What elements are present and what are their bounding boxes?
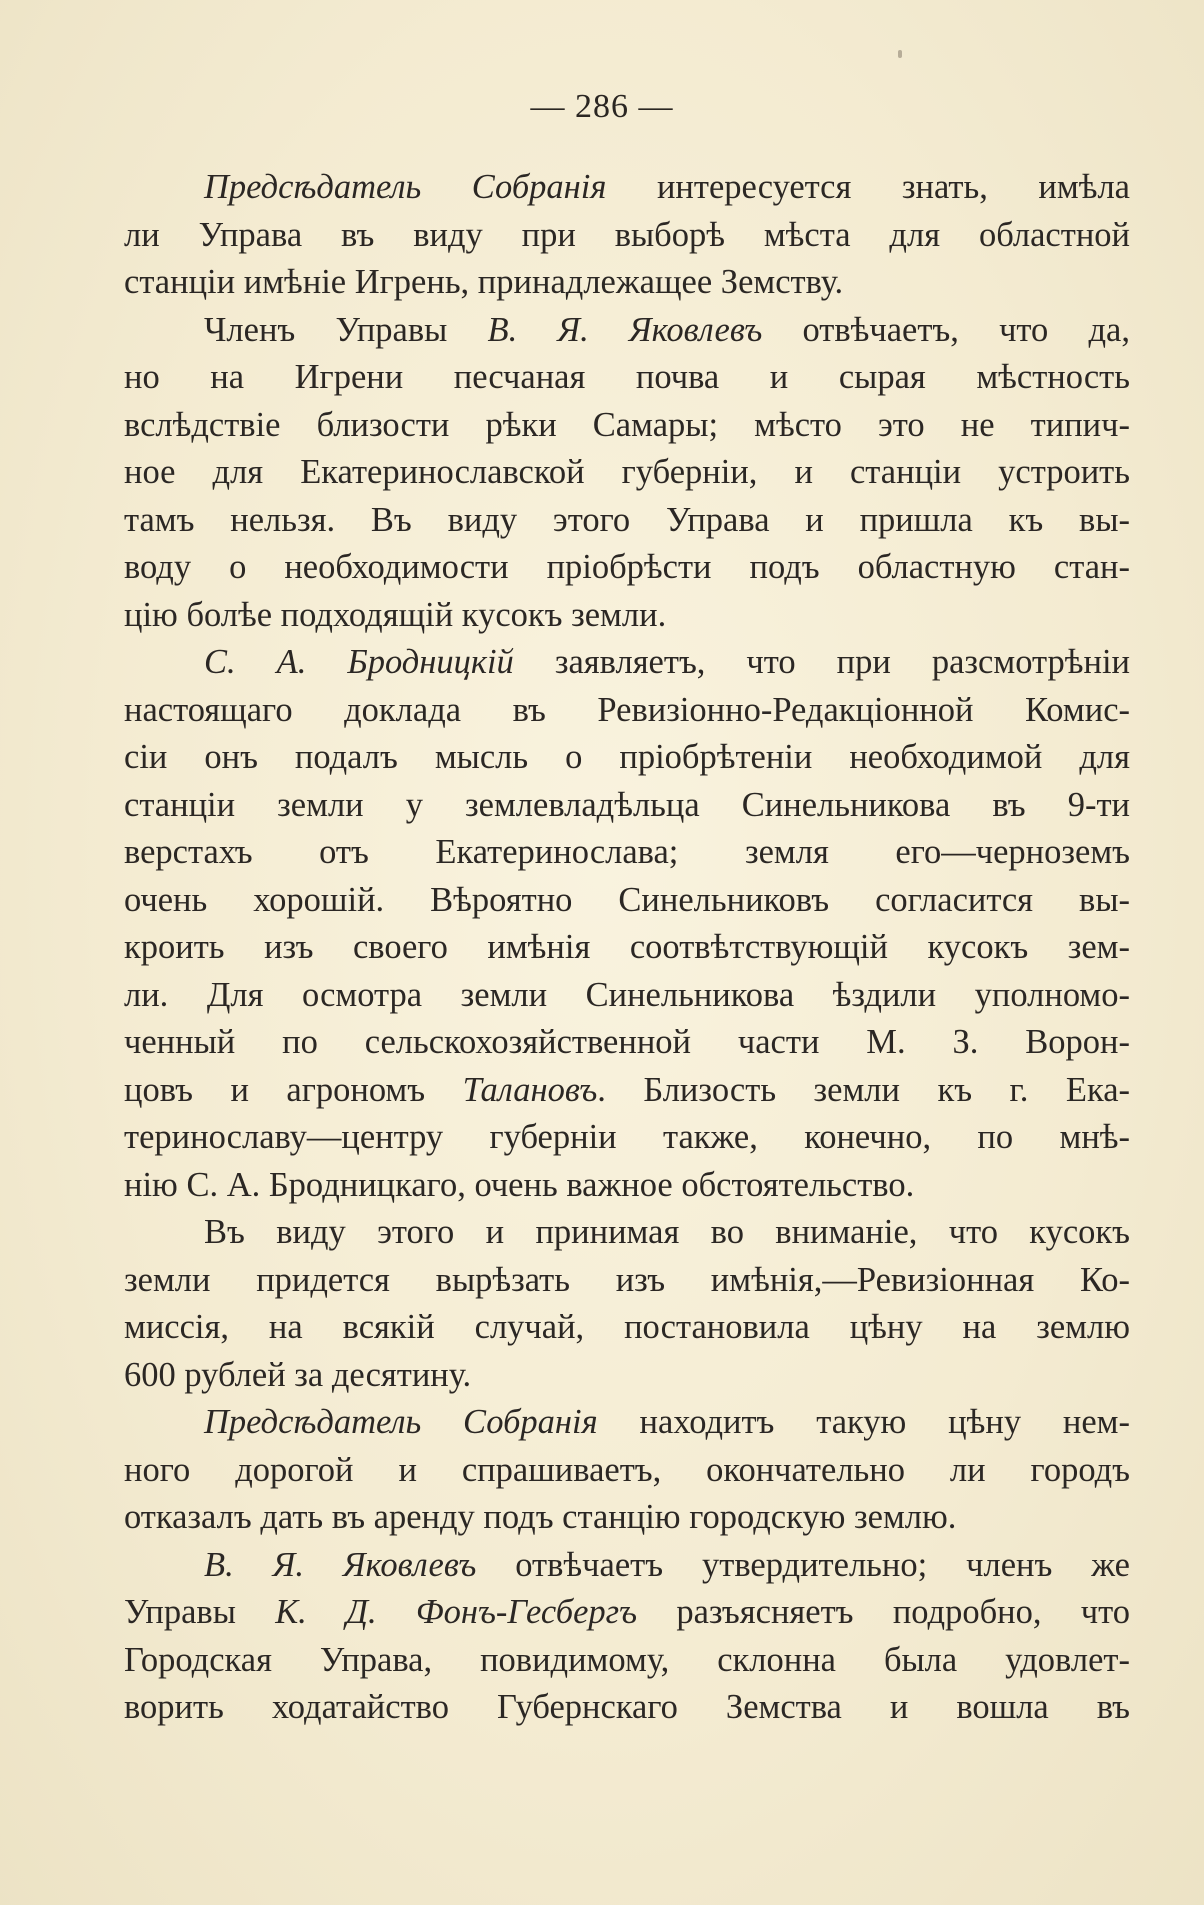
text-line: С. А. Бродницкій заявляетъ, что при разсмотрѣніи xyxy=(204,643,1130,681)
text-line: станціи земли у землевладѣльца Синельникова въ 9-ти xyxy=(124,785,1130,824)
speaker-name: Предсѣдатель Собранія xyxy=(204,168,607,206)
text-line: Предсѣдатель Собранія интересуется знать, имѣла xyxy=(204,168,1130,206)
text-line: цовъ и агрономъ Талановъ. Близость земли къ г. Ека- xyxy=(124,1070,1130,1109)
text-line: кроить изъ своего имѣнія соотвѣтствующій кусокъ зем- xyxy=(124,928,1130,966)
text-line: ли Управа въ виду при выборѣ мѣста для областной xyxy=(124,215,1130,254)
text-line: земли придется вырѣзать изъ имѣнія,—Ревизіонная Ко- xyxy=(124,1260,1130,1299)
text-line: настоящаго доклада въ Ревизіонно-Редакціонной Комис- xyxy=(124,690,1130,729)
page-number: — 286 — xyxy=(530,88,674,125)
text-line: цію болѣе подходящій кусокъ земли. xyxy=(124,595,667,634)
text-line: воду о необходимости пріобрѣсти подъ областную стан- xyxy=(124,548,1130,586)
text-line: Управы К. Д. Фонъ-Гесбергъ разъясняетъ подробно, что xyxy=(124,1593,1130,1631)
text-line: тамъ нельзя. Въ виду этого Управа и пришла къ вы- xyxy=(124,500,1130,539)
text-line: очень хорошій. Вѣроятно Синельниковъ согласится вы- xyxy=(124,880,1130,919)
text-line: Городская Управа, повидимому, склонна была удовлет- xyxy=(124,1640,1130,1679)
text-line: миссія, на всякій случай, постановила цѣну на землю xyxy=(124,1308,1130,1346)
text-line: верстахъ отъ Екатеринослава; земля его—черноземъ xyxy=(124,833,1130,871)
speaker-name: В. Я. Яковлевъ xyxy=(204,1545,477,1584)
text-line: отказалъ дать въ аренду подъ станцію городскую землю. xyxy=(124,1498,957,1536)
ink-speck xyxy=(898,50,902,58)
text-line: станціи имѣніе Игрень, принадлежащее Земству. xyxy=(124,263,844,301)
speaker-name: Предсѣдатель Собранія xyxy=(204,1403,598,1441)
text-line: но на Игрени песчаная почва и сырая мѣстность xyxy=(124,358,1130,396)
text-line: 600 рублей за десятину. xyxy=(124,1355,472,1394)
text-line: вслѣдствіе близости рѣки Самары; мѣсто это не типич- xyxy=(124,405,1130,444)
text-line: ного дорогой и спрашиваетъ, окончательно ли городъ xyxy=(124,1450,1130,1489)
text-line: теринославу—центру губерніи также, конечно, по мнѣ- xyxy=(124,1118,1130,1156)
person-name: Талановъ xyxy=(462,1070,598,1109)
text-line: сіи онъ подалъ мысль о пріобрѣтеніи необходимой для xyxy=(124,738,1130,776)
text-line: Въ виду этого и принимая во вниманіе, что кусокъ xyxy=(204,1213,1130,1251)
speaker-name: В. Я. Яковлевъ xyxy=(487,310,763,349)
text-line: ворить ходатайство Губернскаго Земства и вошла въ xyxy=(124,1688,1130,1726)
text-line: В. Я. Яковлевъ отвѣчаетъ утвердительно; членъ же xyxy=(204,1545,1130,1584)
text-line: ли. Для осмотра земли Синельникова ѣздили уполномо- xyxy=(124,975,1130,1014)
text-line: ченный по сельскохозяйственной части М. З. Ворон- xyxy=(124,1023,1130,1061)
text-line: ное для Екатеринославской губерніи, и станціи устроить xyxy=(124,453,1130,491)
text-line: Членъ Управы В. Я. Яковлевъ отвѣчаетъ, что да, xyxy=(204,310,1130,349)
body-text xyxy=(124,164,1130,1732)
person-name: К. Д. Фонъ-Гесбергъ xyxy=(275,1593,638,1631)
speaker-name: С. А. Бродницкій xyxy=(204,643,514,681)
text-line: Предсѣдатель Собранія находитъ такую цѣну нем- xyxy=(204,1403,1130,1441)
text-line: нію С. А. Бродницкаго, очень важное обстоятельство. xyxy=(124,1165,915,1204)
